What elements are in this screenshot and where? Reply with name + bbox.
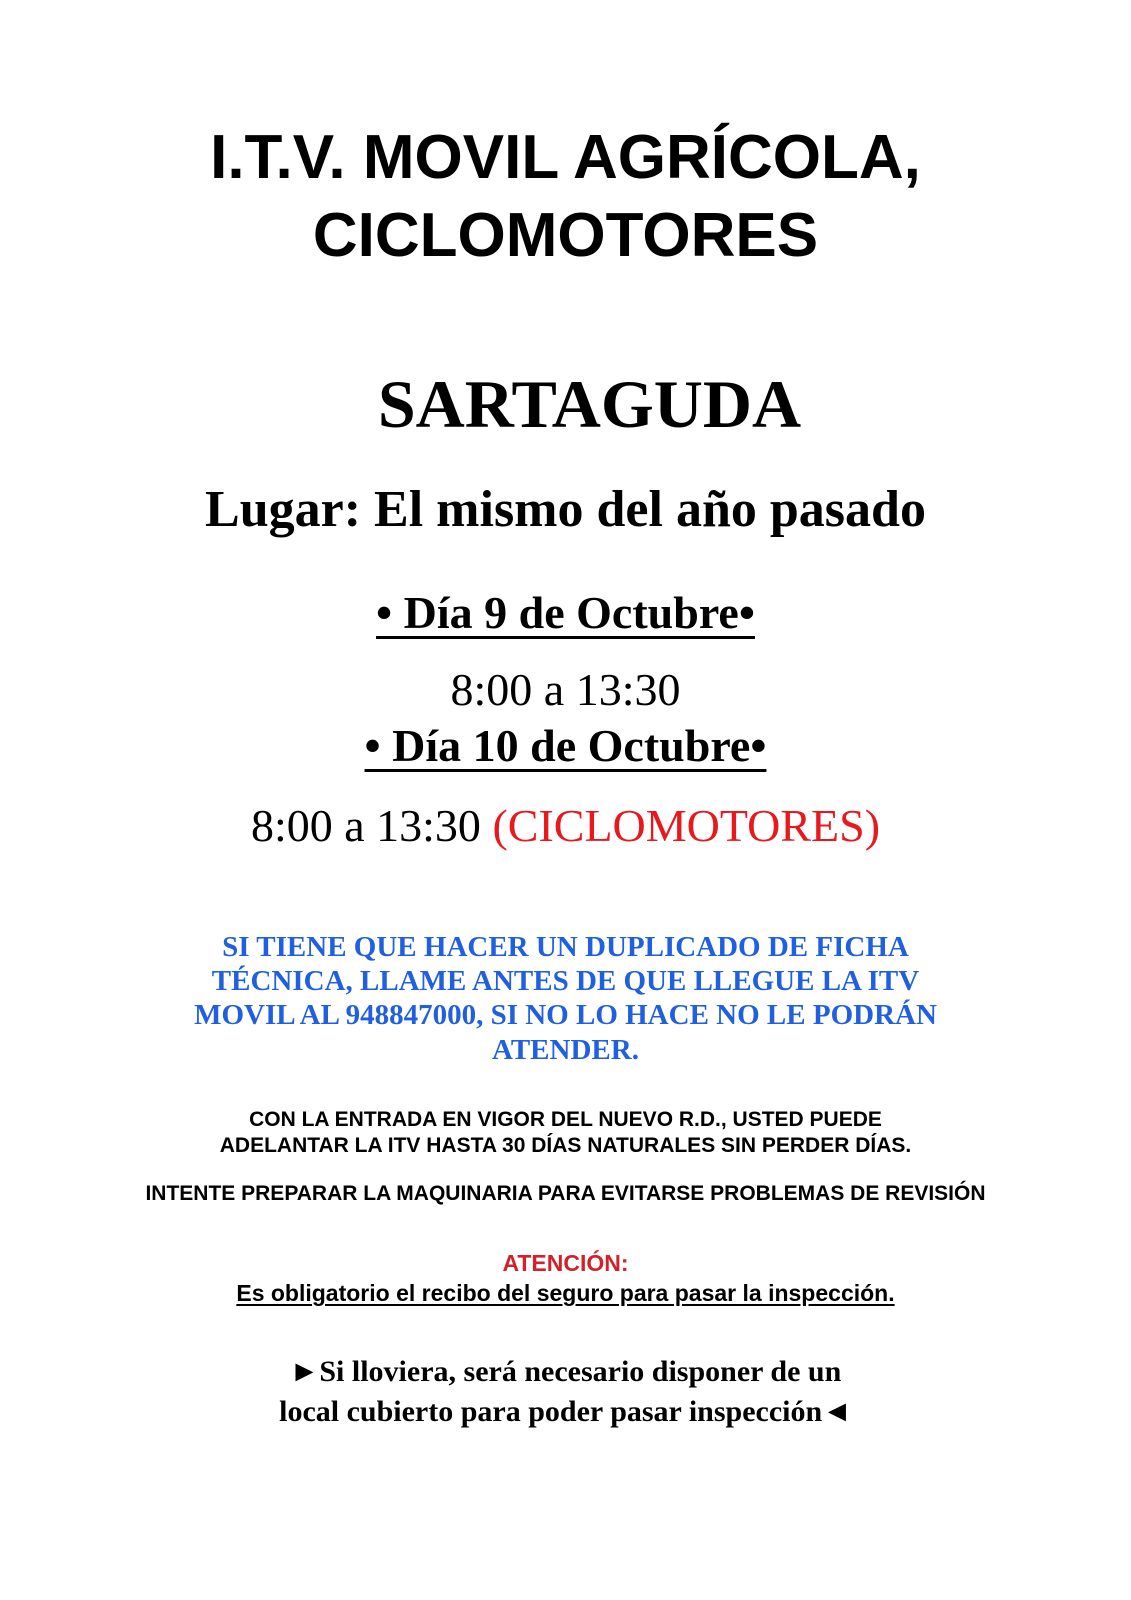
day-2-hours: 8:00 a 13:30 — [250, 800, 481, 851]
rain-notice-line-2: local cubierto para poder pasar inspección◄ — [279, 1395, 852, 1428]
attention-text-line — [0, 1278, 1131, 1308]
duplicate-notice-line-1: SI TIENE QUE HACER UN DUPLICADO DE FICHA — [222, 931, 909, 963]
day-1-label: • Día 9 de Octubre• — [376, 587, 755, 638]
day-2-hours-line — [0, 798, 1131, 854]
day-1-heading — [0, 585, 1131, 641]
duplicate-notice-line-2: TÉCNICA, LLAME ANTES DE QUE LLEGUE LA ITV — [211, 965, 920, 997]
rd-notice-line-2: ADELANTAR LA ITV HASTA 30 DÍAS NATURALES SIN PERDER DÍAS. — [219, 1134, 912, 1157]
duplicate-notice-line-3: MOVIL AL 948847000, SI NO LO HACE NO LE PODRÁN — [194, 999, 937, 1031]
day-2-label: • Día 10 de Octubre• — [364, 720, 767, 771]
rd-notice-line-1: CON LA ENTRADA EN VIGOR DEL NUEVO R.D., USTED PUEDE — [249, 1108, 882, 1131]
place-line: Lugar: El mismo del año pasado — [205, 481, 926, 538]
title-line-2: CICLOMOTORES — [312, 201, 819, 270]
day-2-note: (CICLOMOTORES) — [492, 800, 881, 851]
duplicate-notice-line-4: ATENDER. — [492, 1034, 639, 1066]
attention-text: Es obligatorio el recibo del seguro para pasar la inspección. — [236, 1280, 895, 1306]
attention-label: ATENCIÓN: — [502, 1250, 629, 1276]
prepare-notice: INTENTE PREPARAR LA MAQUINARIA PARA EVITARSE PROBLEMAS DE REVISIÓN — [145, 1182, 986, 1205]
title-line-1: I.T.V. MOVIL AGRÍCOLA, — [210, 123, 921, 192]
town-name: SARTAGUDA — [377, 366, 802, 442]
day-1-hours: 8:00 a 13:30 — [450, 664, 681, 715]
day-2-heading — [0, 718, 1131, 774]
rain-notice-line-1: ►Si lloviera, será necesario disponer de un — [289, 1355, 842, 1388]
